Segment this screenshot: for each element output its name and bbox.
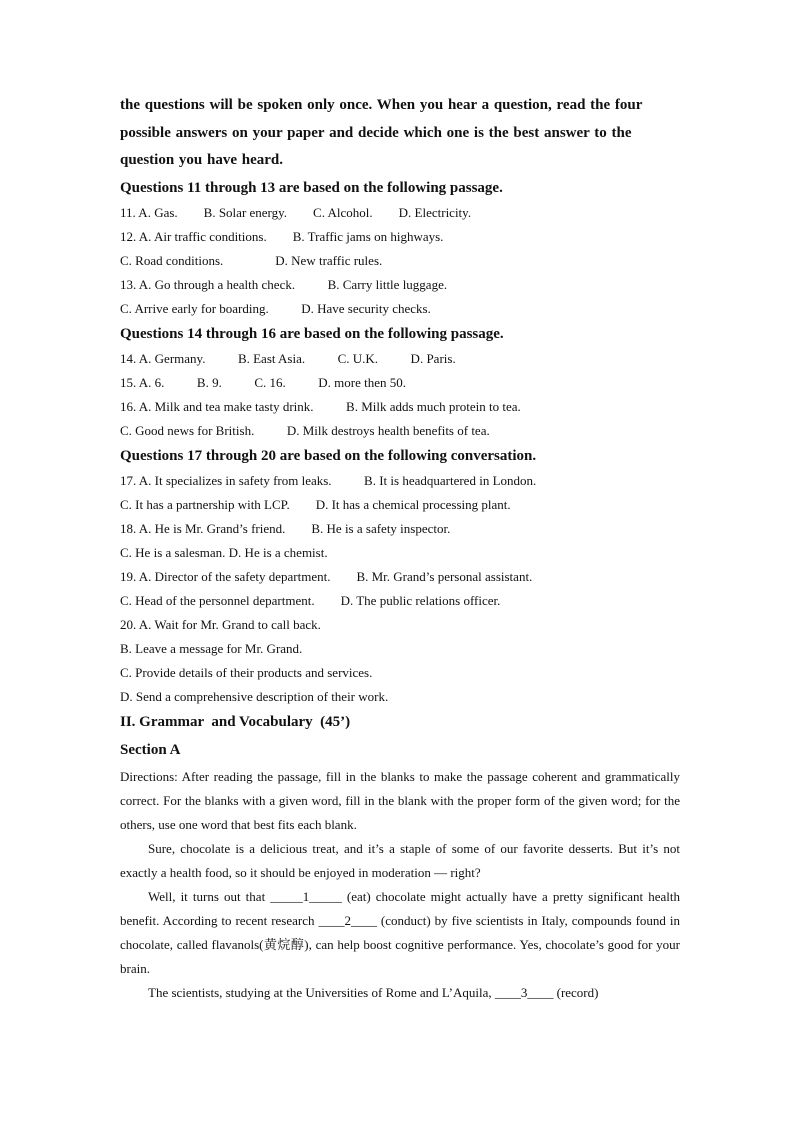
passage-text: (eat) chocolate might actually have a pretty significant health benefit. According to recent research xyxy=(120,888,680,928)
intro-line-1: the questions will be spoken only once. When you hear a question, read the four xyxy=(120,97,643,113)
section-heading: Questions 14 through 16 are based on the following passage. xyxy=(120,325,504,342)
question-line: C. He is a salesman. D. He is a chemist. xyxy=(120,544,328,560)
section-heading: Questions 11 through 13 are based on the following passage. xyxy=(120,179,503,196)
directions-paragraph: Directions: After reading the passage, fill in the blanks to make the passage coherent and grammatically correct. For the blanks with a given word, fill in the blank with the proper form of the given word; for the others, use one word that best fits each blank. xyxy=(120,768,680,832)
passage-text: (record) xyxy=(553,984,599,1000)
question-line: D. Send a comprehensive description of their work. xyxy=(120,688,389,704)
passage-paragraph-1: Sure, chocolate is a delicious treat, and it’s a staple of some of our favorite desserts. But it’s not exactly a health food, so it should be enjoyed in moderation — right? xyxy=(120,840,680,880)
question-line: C. Head of the personnel department. D. The public relations officer. xyxy=(120,592,501,608)
question-line: 11. A. Gas. B. Solar energy. C. Alcohol. D. Electricity. xyxy=(120,204,472,220)
blank-2: ____2____ xyxy=(318,912,377,928)
question-line: B. Leave a message for Mr. Grand. xyxy=(120,640,303,656)
passage-text: Well, it turns out that xyxy=(148,888,271,904)
blank-3: ____3____ xyxy=(494,984,554,1000)
question-line: 17. A. It specializes in safety from leaks. B. It is headquartered in London. xyxy=(120,472,537,488)
question-line: 18. A. He is Mr. Grand’s friend. B. He is a safety inspector. xyxy=(120,520,451,536)
question-line: 19. A. Director of the safety department. B. Mr. Grand’s personal assistant. xyxy=(120,568,533,584)
question-line: C. It has a partnership with LCP. D. It has a chemical processing plant. xyxy=(120,496,511,512)
blank-1: _____1_____ xyxy=(270,888,342,904)
passage-paragraph-3 xyxy=(120,981,680,1005)
question-line: 15. A. 6. B. 9. C. 16. D. more then 50. xyxy=(120,374,406,390)
question-line: 13. A. Go through a health check. B. Carry little luggage. xyxy=(120,276,448,292)
passage-text: The scientists, studying at the Universities of Rome and L’Aquila, xyxy=(148,984,495,1000)
question-line: C. Good news for British. D. Milk destroys health benefits of tea. xyxy=(120,422,490,438)
part-title: II. Grammar and Vocabulary (45’) xyxy=(120,713,351,730)
passage-text: (conduct) by five scientists in Italy, compounds found in chocolate, called flavanols(黄烷醇), can help boost cognitive performance. Yes, chocolate’s good for your brain. xyxy=(120,912,680,976)
intro-line-3: question you have heard. xyxy=(120,152,284,168)
question-line: 16. A. Milk and tea make tasty drink. B. Milk adds much protein to tea. xyxy=(120,398,521,414)
question-line: 12. A. Air traffic conditions. B. Traffic jams on highways. xyxy=(120,228,444,244)
question-line: 14. A. Germany. B. East Asia. C. U.K. D. Paris. xyxy=(120,350,456,366)
section-heading: Questions 17 through 20 are based on the following conversation. xyxy=(120,447,537,464)
question-line: C. Arrive early for boarding. D. Have security checks. xyxy=(120,300,431,316)
passage-paragraph-2 xyxy=(120,885,680,981)
question-line: C. Road conditions. D. New traffic rules. xyxy=(120,252,383,268)
question-line: 20. A. Wait for Mr. Grand to call back. xyxy=(120,616,321,632)
question-line: C. Provide details of their products and services. xyxy=(120,664,373,680)
document-content xyxy=(120,92,680,1005)
section-title: Section A xyxy=(120,741,181,758)
intro-line-2: possible answers on your paper and decide which one is the best answer to the xyxy=(120,124,632,141)
